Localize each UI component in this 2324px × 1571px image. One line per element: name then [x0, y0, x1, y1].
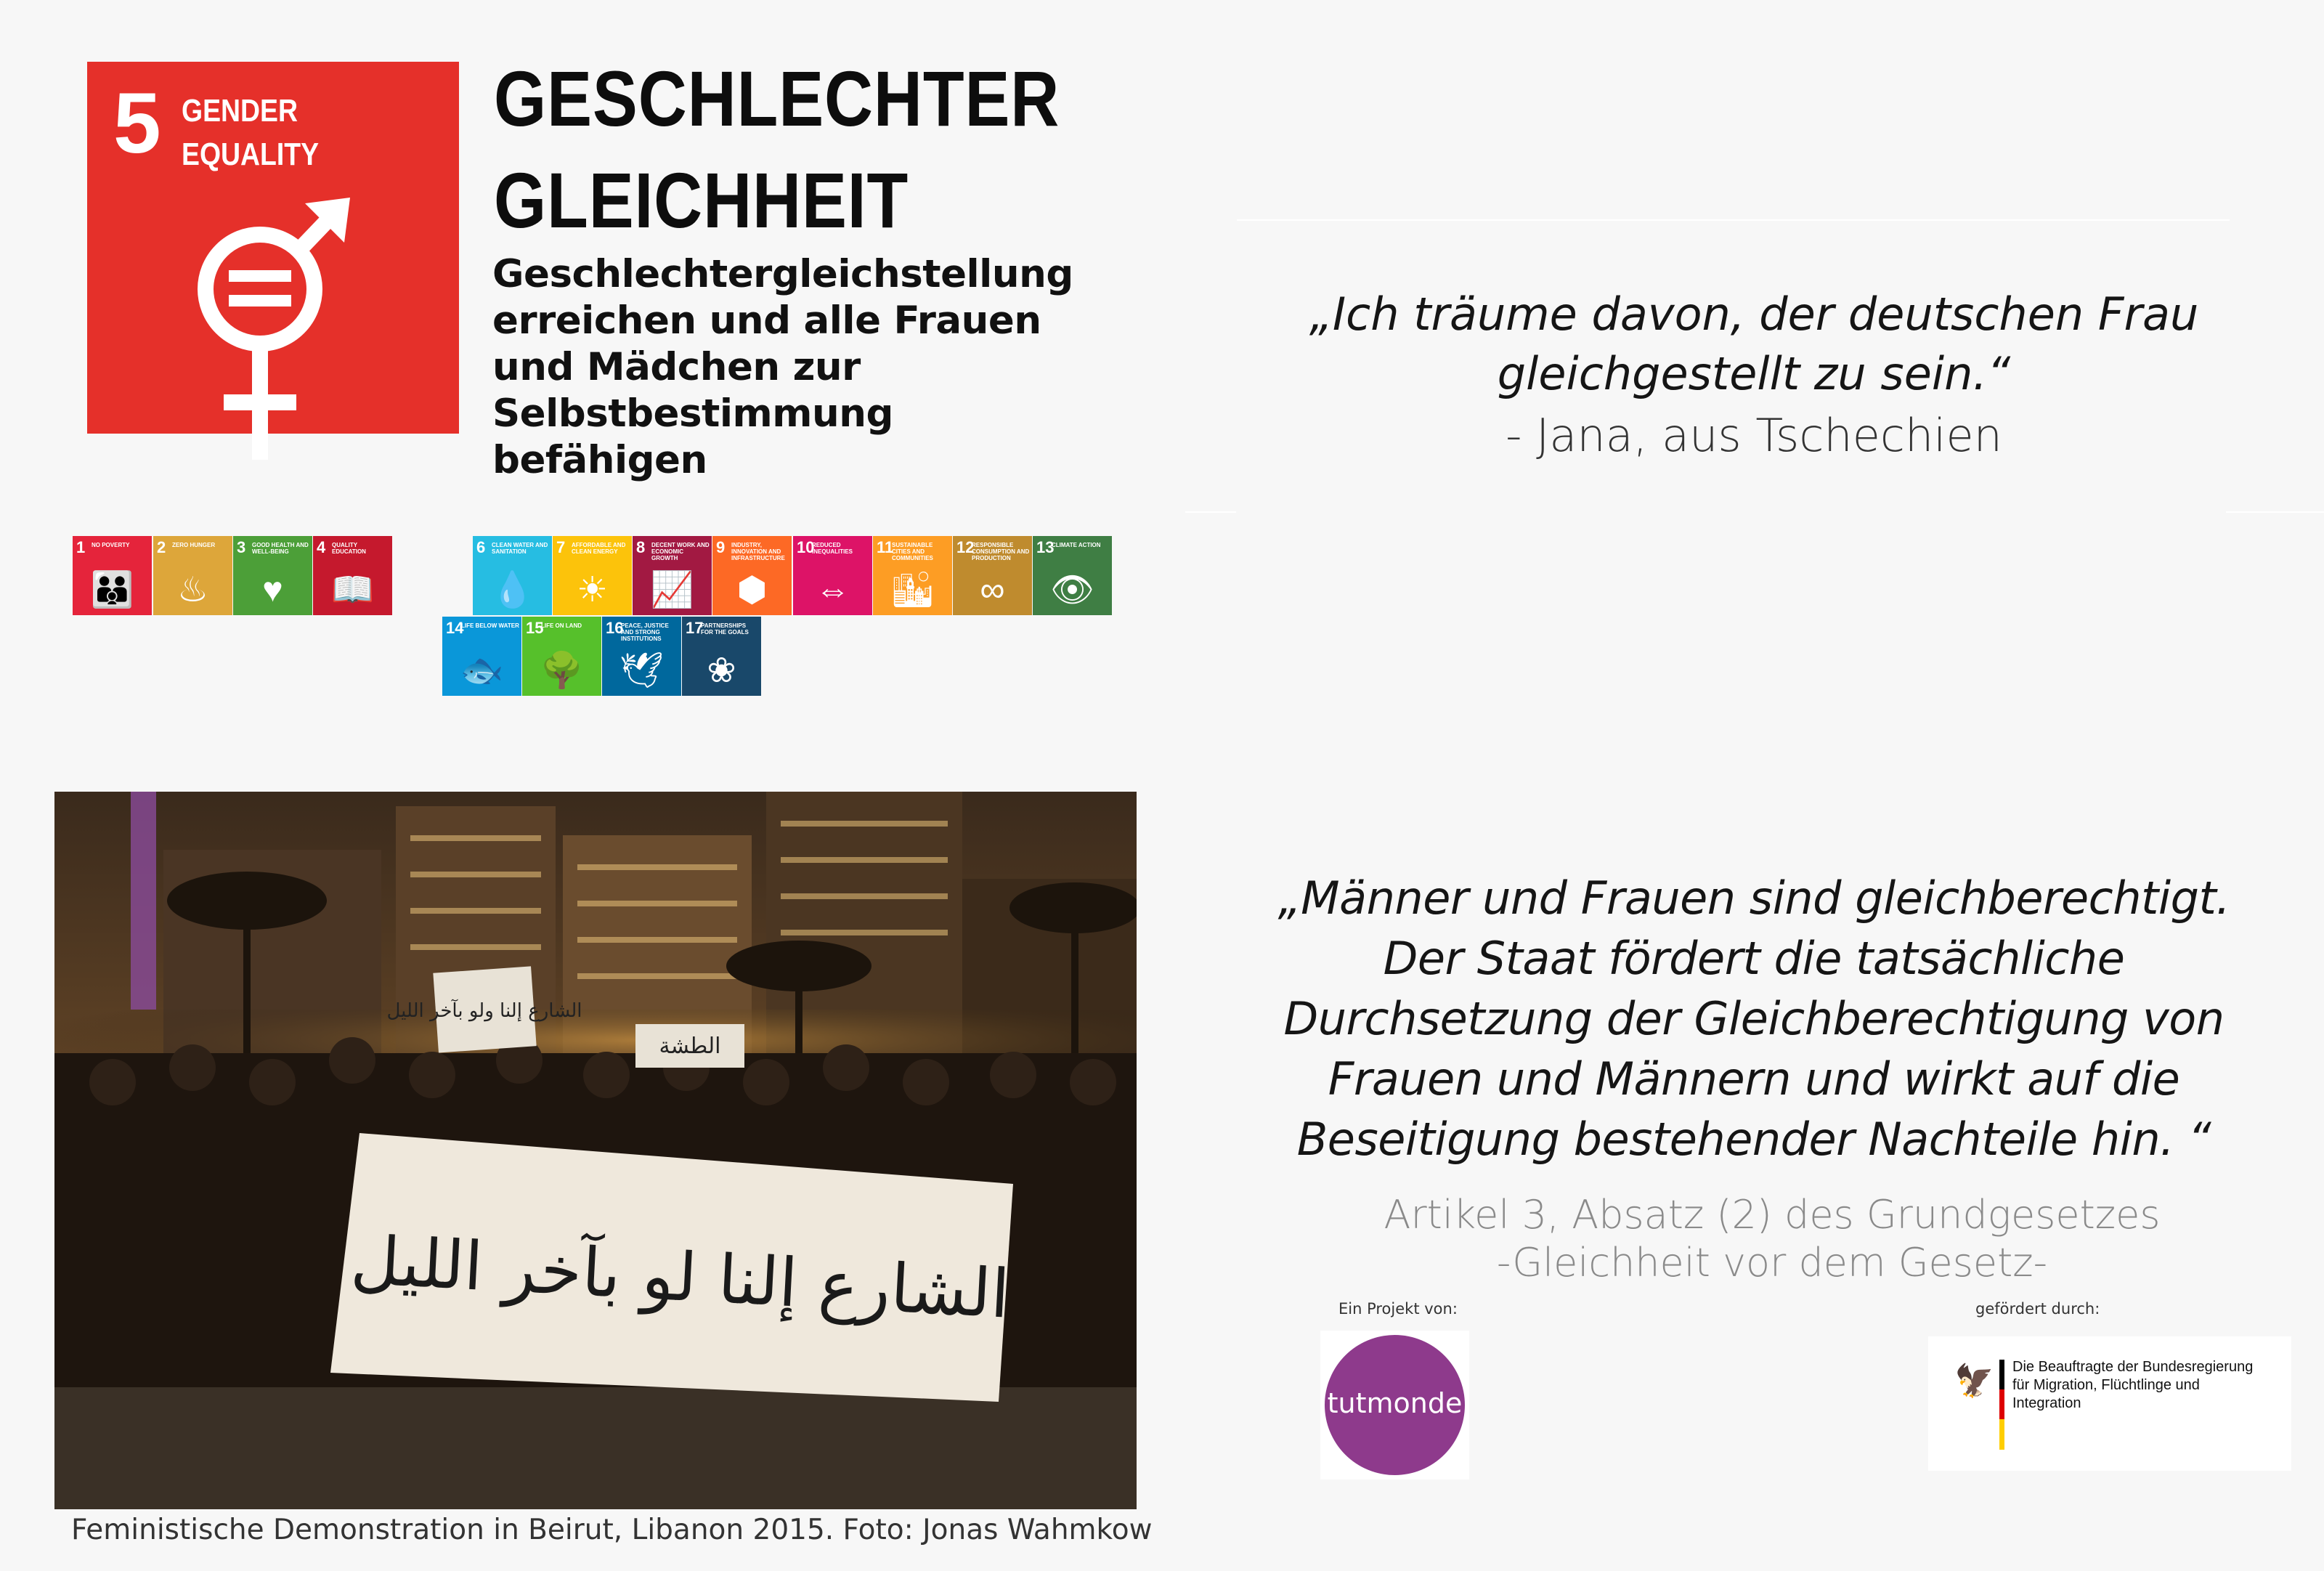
- eye-globe-icon: 👁: [1050, 571, 1094, 609]
- sdg-tile-3: [233, 536, 312, 615]
- infinity-icon: ∞: [980, 571, 1005, 609]
- sdg-tile-number: 12: [956, 538, 975, 556]
- goal-description: Geschlechtergleichstellung erreichen und alle Frauen und Mädchen zur Selbstbestimmung befähigen: [492, 252, 1073, 482]
- quote-gg-line3: Durchsetzung der Gleichberechtigung von: [1283, 992, 2225, 1045]
- quote-gg-line1: „Männer und Frauen sind gleichberechtigt.: [1277, 872, 2230, 925]
- sdg-tile-title: INDUSTRY, INNOVATION AND INFRASTRUCTURE: [731, 542, 785, 561]
- fish-icon: 🐟: [460, 651, 504, 690]
- sdg-tile-number: 14: [446, 619, 464, 637]
- sign-2-text: الطشة: [659, 1034, 721, 1059]
- quote-jana-line1: „Ich träume davon, der deutschen Frau: [1309, 288, 2199, 341]
- sdg-tile-number: 4: [317, 538, 326, 556]
- funded-label: gefördert durch:: [1975, 1300, 2100, 1318]
- sdg-tile-title: RESPONSIBLE CONSUMPTION AND PRODUCTION: [972, 542, 1030, 561]
- tree-icon: 🌳: [540, 651, 584, 690]
- german-flag-bar: [1999, 1360, 2004, 1450]
- project-label: Ein Projekt von:: [1338, 1300, 1458, 1318]
- gov-line3: Integration: [2012, 1395, 2081, 1411]
- sdg-tile-title: REDUCED INEQUALITIES: [812, 542, 853, 555]
- sdg-goal-5-tile: [87, 62, 459, 434]
- divider-left: [1185, 511, 1236, 513]
- tutmonde-logo: [1320, 1331, 1469, 1479]
- sun-icon: ☀: [576, 571, 609, 609]
- page-title-line2: GLEICHHEIT: [494, 156, 909, 244]
- sdg-tile-number: 10: [797, 538, 815, 556]
- sdg-tile-number: 11: [877, 538, 894, 556]
- sdg-tile-title: CLIMATE ACTION: [1052, 542, 1101, 548]
- sdg-tile-2: [153, 536, 232, 615]
- quote-gg-line5: Beseitigung bestehender Nachteile hin. “: [1296, 1113, 2211, 1166]
- quote-gg-source-line2: -Gleichheit vor dem Gesetz-: [1496, 1240, 2048, 1286]
- quote-gg-source: [1227, 1191, 2317, 1287]
- sdg-tile-number: 9: [716, 538, 726, 556]
- sdg-tile-title: CLEAN WATER AND SANITATION: [492, 542, 548, 555]
- sdg-tile-7: [553, 536, 632, 615]
- banner-text: الشارع إلنا لو بآخر الليل: [349, 1221, 1012, 1333]
- sdg-tile-16: [602, 617, 681, 696]
- page-title-line1: GESCHLECHTER: [494, 54, 1060, 142]
- gender-equality-icon: [196, 196, 356, 465]
- tutmonde-logo-text: tutmonde: [1327, 1387, 1463, 1419]
- federal-eagle-icon: 🦅: [1954, 1363, 1994, 1400]
- quote-gg-line4: Frauen und Männern und wirkt auf die: [1328, 1052, 2180, 1105]
- sdg-tile-9: [712, 536, 792, 615]
- goal-label-line2: EQUALITY: [182, 137, 320, 172]
- quote-jana-line2: gleichgestellt zu sein.“: [1497, 347, 2011, 400]
- sdg-tile-title: AFFORDABLE AND CLEAN ENERGY: [572, 542, 626, 555]
- sdg-tile-11: [873, 536, 952, 615]
- sdg-tile-1: [73, 536, 152, 615]
- quote-gg-source-line1: Artikel 3, Absatz (2) des Grundgesetzes: [1384, 1192, 2161, 1238]
- gov-line2: für Migration, Flüchtlinge und: [2012, 1377, 2200, 1393]
- city-icon: 🏙: [890, 571, 935, 609]
- sdg-tile-number: 1: [76, 538, 86, 556]
- heartbeat-icon: ♥: [262, 571, 283, 609]
- divider-top: [1237, 219, 2230, 221]
- sdg-tile-title: DECENT WORK AND ECONOMIC GROWTH: [651, 542, 710, 561]
- sdg-tile-8: [633, 536, 712, 615]
- quote-jana-author: - Jana, aus Tschechien: [1506, 409, 2002, 462]
- rings-icon: ❀: [707, 651, 736, 690]
- sdg-tile-number: 13: [1036, 538, 1055, 556]
- goal-label-line1: GENDER: [182, 93, 298, 129]
- demonstration-photo: [54, 792, 1137, 1509]
- sdg-tile-number: 16: [606, 619, 624, 637]
- sdg-tile-number: 6: [476, 538, 486, 556]
- sdg-tile-10: [793, 536, 872, 615]
- sdg-tile-15: [522, 617, 601, 696]
- gov-line1: Die Beauftragte der Bundesregierung: [2012, 1359, 2254, 1375]
- equality-arrows-icon: ⇔: [815, 571, 850, 609]
- divider-right: [2226, 511, 2324, 513]
- sdg-tile-title: LIFE ON LAND: [541, 622, 582, 629]
- sdg-tile-number: 7: [556, 538, 566, 556]
- sdg-tile-title: SUSTAINABLE CITIES AND COMMUNITIES: [892, 542, 933, 561]
- sdg-tile-title: PEACE, JUSTICE AND STRONG INSTITUTIONS: [621, 622, 669, 642]
- sdg-tile-title: GOOD HEALTH AND WELL-BEING: [252, 542, 309, 555]
- quote-jana: [1227, 285, 2280, 404]
- sdg-tile-title: QUALITY EDUCATION: [332, 542, 366, 555]
- sign-1-text: الشارع إلنا ولو بآخر الليل: [386, 1000, 582, 1022]
- sdg-tile-number: 3: [237, 538, 246, 556]
- sdg-tile-number: 2: [157, 538, 166, 556]
- sdg-tile-12: [953, 536, 1032, 615]
- growth-chart-icon: 📈: [650, 571, 694, 609]
- sdg-tile-4: [313, 536, 392, 615]
- sdg-tile-title: ZERO HUNGER: [172, 542, 216, 548]
- quote-gg-line2: Der Staat fördert die tatsächliche: [1383, 932, 2125, 985]
- gov-text: [2012, 1358, 2288, 1413]
- dove-icon: 🕊: [619, 651, 664, 690]
- sdg-tile-13: [1033, 536, 1112, 615]
- people-icon: 👪: [90, 571, 134, 609]
- sdg-tile-number: 17: [686, 619, 704, 637]
- sdg-tile-title: PARTNERSHIPS FOR THE GOALS: [701, 622, 749, 636]
- sdg-tile-number: 8: [636, 538, 646, 556]
- cubes-icon: ⬢: [736, 571, 768, 609]
- federal-government-logo: [1928, 1336, 2291, 1471]
- sdg-tile-6: [473, 536, 552, 615]
- photo-scene: [54, 792, 1137, 1509]
- book-icon: 📖: [330, 571, 375, 609]
- bowl-icon: ♨: [176, 571, 209, 609]
- sdg-tile-17: [682, 617, 761, 696]
- sdg-tile-number: 15: [526, 619, 544, 637]
- goal-number: 5: [113, 76, 160, 171]
- water-drop-icon: 💧: [490, 571, 535, 609]
- photo-caption: Feministische Demonstration in Beirut, Libanon 2015. Foto: Jonas Wahmkow: [71, 1514, 1153, 1546]
- quote-grundgesetz: [1227, 868, 2280, 1169]
- sdg-tile-title: NO POVERTY: [92, 542, 130, 548]
- goal-label: [182, 89, 319, 176]
- sdg-tile-title: LIFE BELOW WATER: [461, 622, 519, 629]
- sdg-tile-14: [442, 617, 521, 696]
